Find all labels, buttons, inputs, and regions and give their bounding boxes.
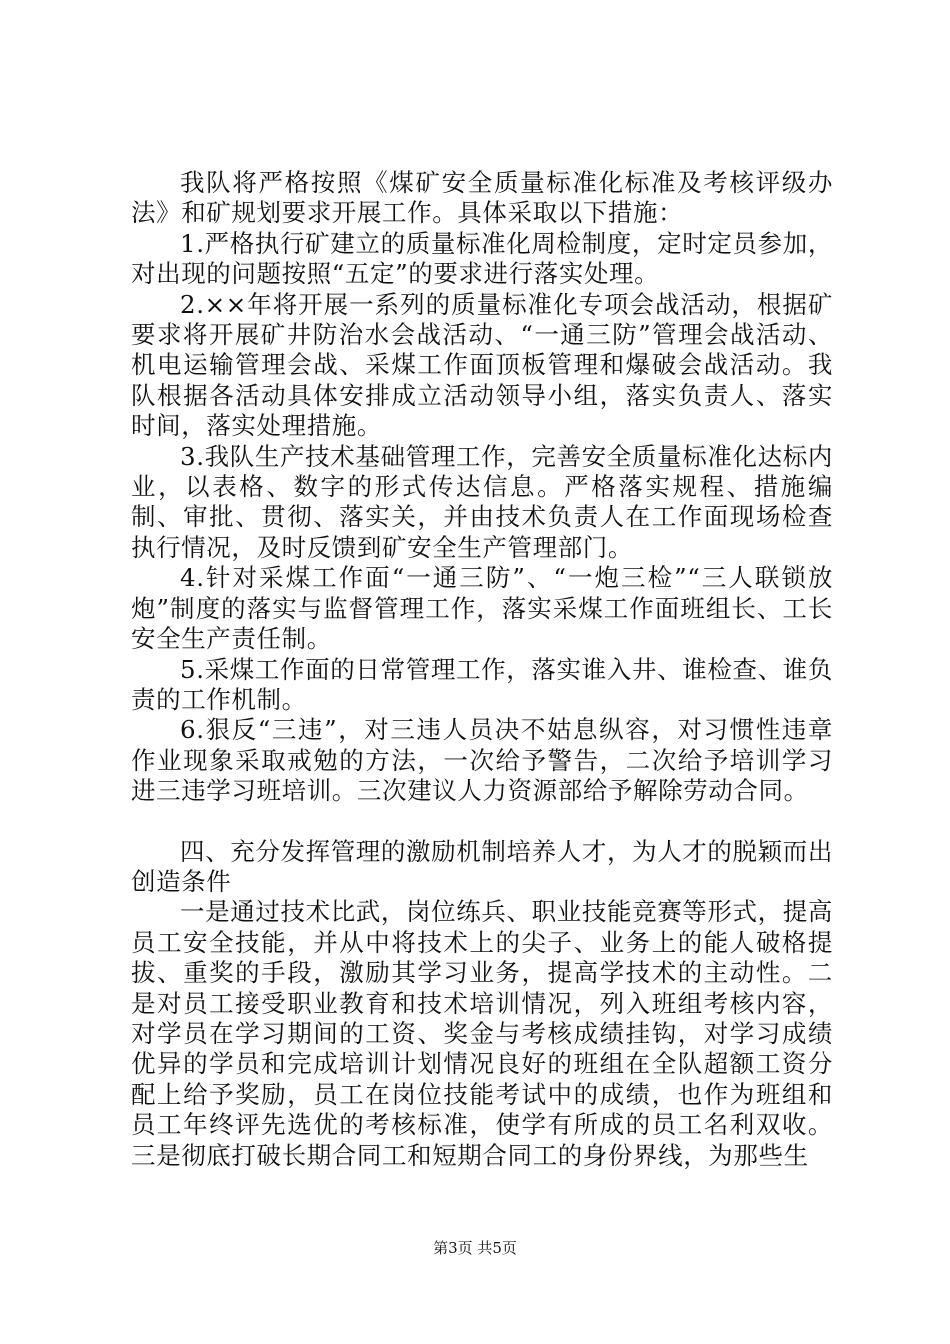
measure-1-paragraph: 1.严格执行矿建立的质量标准化周检制度，定时定员参加，对出现的问题按照“五定”的要求进行落实处理。 [131,228,833,289]
measure-4-paragraph: 4.针对采煤工作面“一通三防”、“一炮三检”“三人联锁放炮”制度的落实与监督管理工作，落实采煤工作面班组长、工长安全生产责任制。 [131,563,833,654]
section-heading-four: 四、充分发挥管理的激励机制培养人才，为人才的脱颖而出创造条件 [131,836,833,896]
measure-3-paragraph: 3.我队生产技术基础管理工作，完善安全质量标准化达标内业，以表格、数字的形式传达信息。严格落实规程、措施编制、审批、贯彻、落实关，并由技术负责人在工作面现场检查执行情况，及时反馈到矿安全生产管理部门。 [131,441,833,562]
measure-2-paragraph: 2.××年将开展一系列的质量标准化专项会战活动，根据矿要求将开展矿井防治水会战活动、“一通三防”管理会战活动、机电运输管理会战、采煤工作面顶板管理和爆破会战活动。我队根据各活动具体安排成立活动领导小组，落实负责人、落实时间，落实处理措施。 [131,289,833,441]
incentive-paragraph: 一是通过技术比武，岗位练兵、职业技能竞赛等形式，提高员工安全技能，并从中将技术上的尖子、业务上的能人破格提拔、重奖的手段，激励其学习业务，提高学技术的主动性。二是对员工接受职业教育和技术培训情况，列入班组考核内容，对学员在学习期间的工资、奖金与考核成绩挂钩，对学习成绩优异的学员和完成培训计划情况良好的班组在全队超额工资分配上给予奖励，员工在岗位技能考试中的成绩，也作为班组和员工年终评先选优的考核标准，使学有所成的员工名利双收。三是彻底打破长期合同工和短期合同工的身份界线，为那些生 [131,897,833,1170]
page-footer: 第3页 共5页 [433,1239,517,1257]
measure-6-paragraph: 6.狠反“三违”，对三违人员决不姑息纵容，对习惯性违章作业现象采取戒勉的方法，一次给予警告，二次给予培训学习进三违学习班培训。三次建议人力资源部给予解除劳动合同。 [131,715,833,806]
section-spacer [131,807,833,837]
measure-5-paragraph: 5.采煤工作面的日常管理工作，落实谁入井、谁检查、谁负责的工作机制。 [131,654,833,714]
intro-paragraph: 我队将严格按照《煤矿安全质量标准化标准及考核评级办法》和矿规划要求开展工作。具体采取以下措施： [131,168,833,228]
document-body [131,168,833,1171]
